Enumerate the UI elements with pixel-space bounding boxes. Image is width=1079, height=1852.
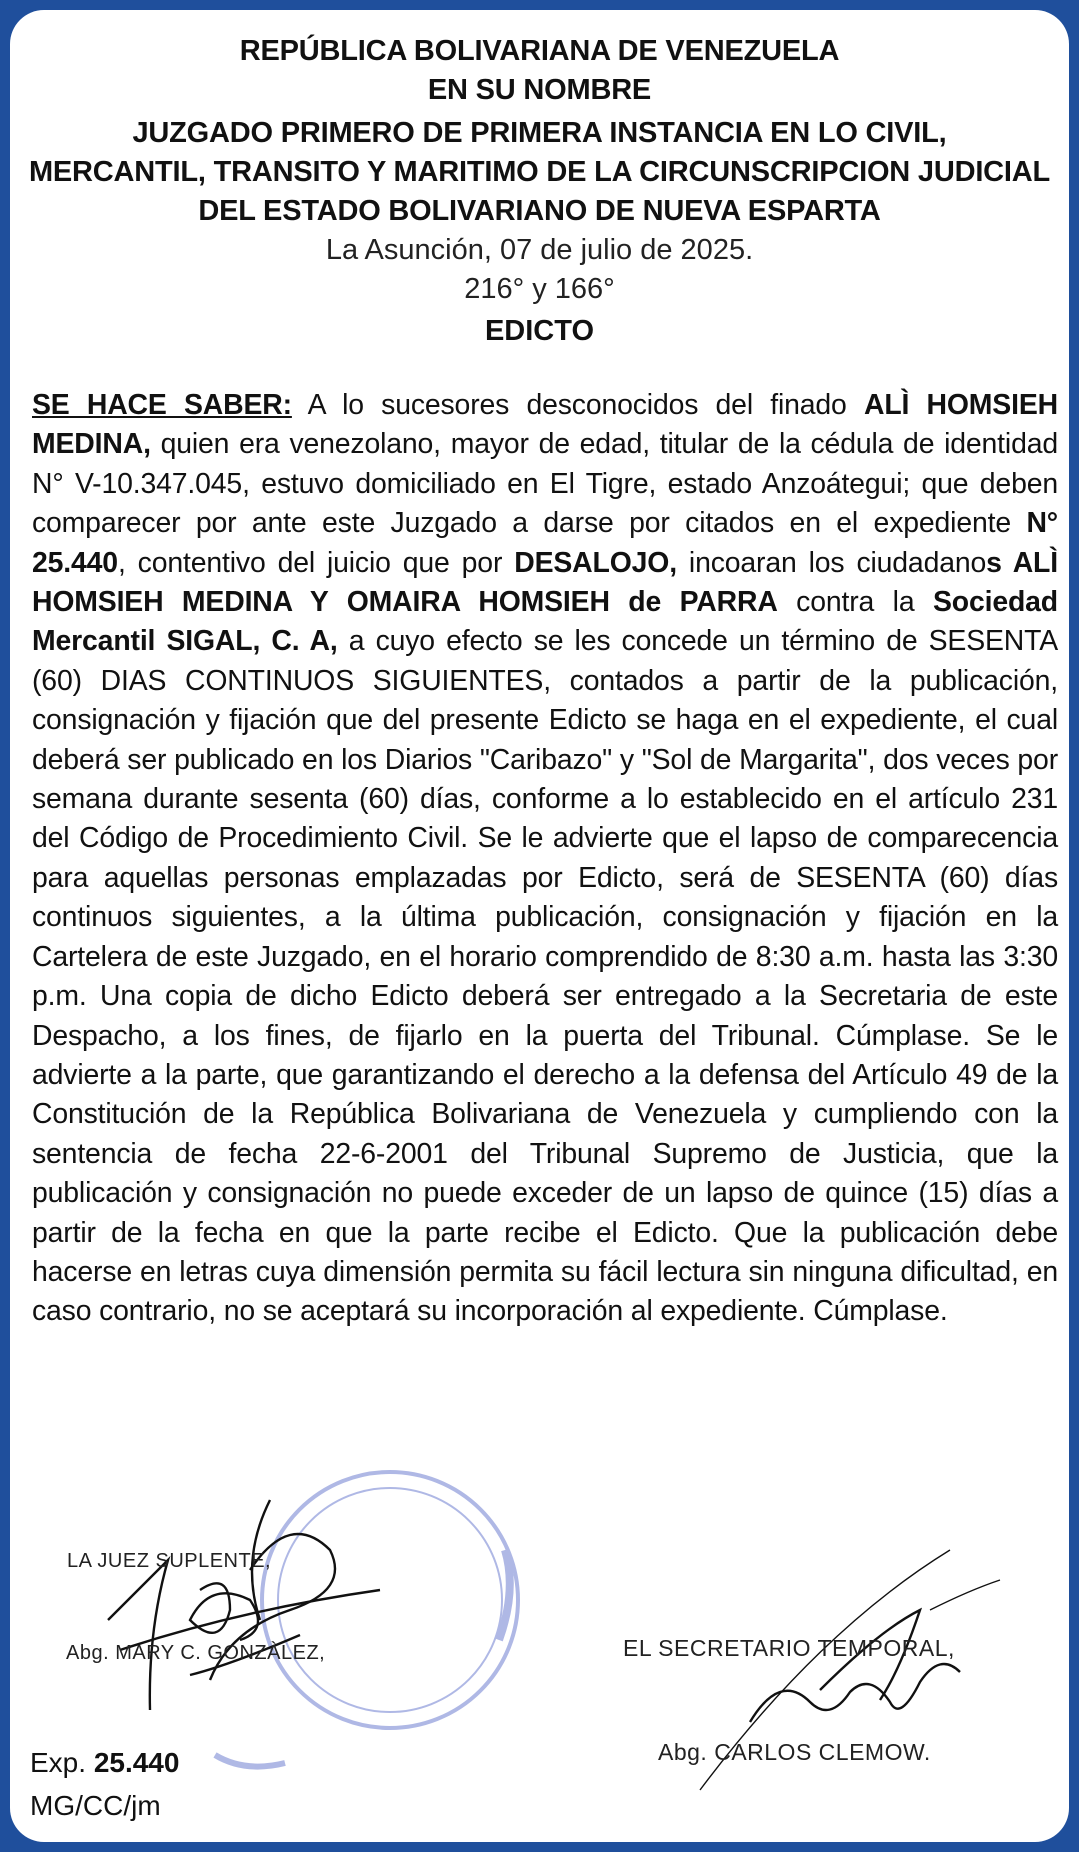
file-label: Exp.: [30, 1747, 87, 1778]
court-heading-line1: JUZGADO PRIMERO DE PRIMERA INSTANCIA EN LO CIVIL,: [132, 117, 947, 149]
body-segment-2: quien era venezolano, mayor de edad, titular de la cédula de identidad N° V-10.347.045, estuvo domiciliado en El Tigre, estado Anzoátegui; que deben comparecer por ante este Juzgado a darse por citados en el expediente: [32, 428, 1058, 540]
judge-title: LA JUEZ SUPLENTE,: [67, 1550, 272, 1572]
in-name-heading: EN SU NOMBRE: [427, 74, 652, 106]
body-segment-4: incoaran los ciudadano: [676, 546, 987, 579]
plaintiffs: s ALÌ HOMSIEH MEDINA Y OMAIRA HOMSIEH de PARRA: [32, 546, 1058, 619]
document-header: [10, 10, 1069, 353]
file-reference-number: 25.440: [93, 1747, 180, 1778]
lead-phrase: SE HACE SABER:: [32, 389, 292, 421]
body-segment-5: contra la: [777, 586, 933, 619]
court-stamp: [215, 1472, 518, 1767]
country-heading: REPÚBLICA BOLIVARIANA DE VENEZUELA: [239, 35, 840, 67]
edict-card: [10, 10, 1069, 1842]
independence-years: 216° y 166°: [464, 273, 615, 305]
author-initials: MG/CC/jm: [30, 1790, 161, 1821]
edict-body: [32, 386, 1058, 1332]
judge-signature: [108, 1500, 380, 1710]
body-segment-6: a cuyo efecto se les concede un término de SESENTA (60) DIAS CONTINUOS SIGUIENTES, contados a partir de la publicación, consignación y fijación que del presente Edicto se haga en el expediente, el cual deberá ser publicado en los Diarios "Caribazo" y "Sol de Margarita", dos veces por semana durante sesenta (60) días, conforme a lo establecido en el artículo 231 del Código de Procedimiento Civil. Se le advierte que el lapso de comparecencia para aquellas personas emplazadas por Edicto, será de SESENTA (60) días continuos siguientes, a la última publicación, consignación y fijación en la Cartelera de este Juzgado, en el horario comprendido de 8:30 a.m. hasta las 3:30 p.m. Una copia de dicho Edicto deberá ser entregado a la Secretaria de este Despacho, a los fines, de fijarlo en la puerta del Tribunal. Cúmplase. Se le advierte a la parte, que garantizando el derecho a la defensa del Artículo 49 de la Constitución de la República Bolivariana de Venezuela y cumpliendo con la sentencia de fecha 22-6-2001 del Tribunal Supremo de Justicia, que la publicación y consignación no puede exceder de un lapso de quince (15) días a partir de la fecha en que la parte recibe el Edicto. Que la publicación debe hacerse en letras cuya dimensión permita su fácil lectura sin ninguna dificultad, en caso contrario, no se aceptará su incorporación al expediente. Cúmplase.: [32, 625, 1058, 1328]
case-type: DESALOJO,: [514, 546, 677, 579]
judge-name: Abg. MARY C. GONZÀLEZ,: [66, 1642, 326, 1664]
body-segment-1: A lo sucesores desconocidos del finado: [291, 389, 864, 421]
document-type-title: EDICTO: [484, 315, 595, 347]
file-number: N° 25.440: [32, 507, 1058, 579]
body-segment-3: , contentivo del juicio que por: [117, 546, 515, 579]
secretary-name: Abg. CARLOS CLEMOW.: [658, 1739, 931, 1765]
secretary-title: EL SECRETARIO TEMPORAL,: [623, 1635, 955, 1661]
deceased-name: ALÌ HOMSIEH MEDINA,: [32, 389, 1058, 461]
court-heading-line3: DEL ESTADO BOLIVARIANO DE NUEVA ESPARTA: [198, 195, 881, 227]
document-date: La Asunción, 07 de julio de 2025.: [325, 234, 754, 266]
court-heading-line2: MERCANTIL, TRANSITO Y MARITIMO DE LA CIRCUNSCRIPCION JUDICIAL: [28, 156, 1051, 188]
defendant: Sociedad Mercantil SIGAL, C. A,: [32, 586, 1058, 658]
file-reference: [30, 1747, 179, 1779]
